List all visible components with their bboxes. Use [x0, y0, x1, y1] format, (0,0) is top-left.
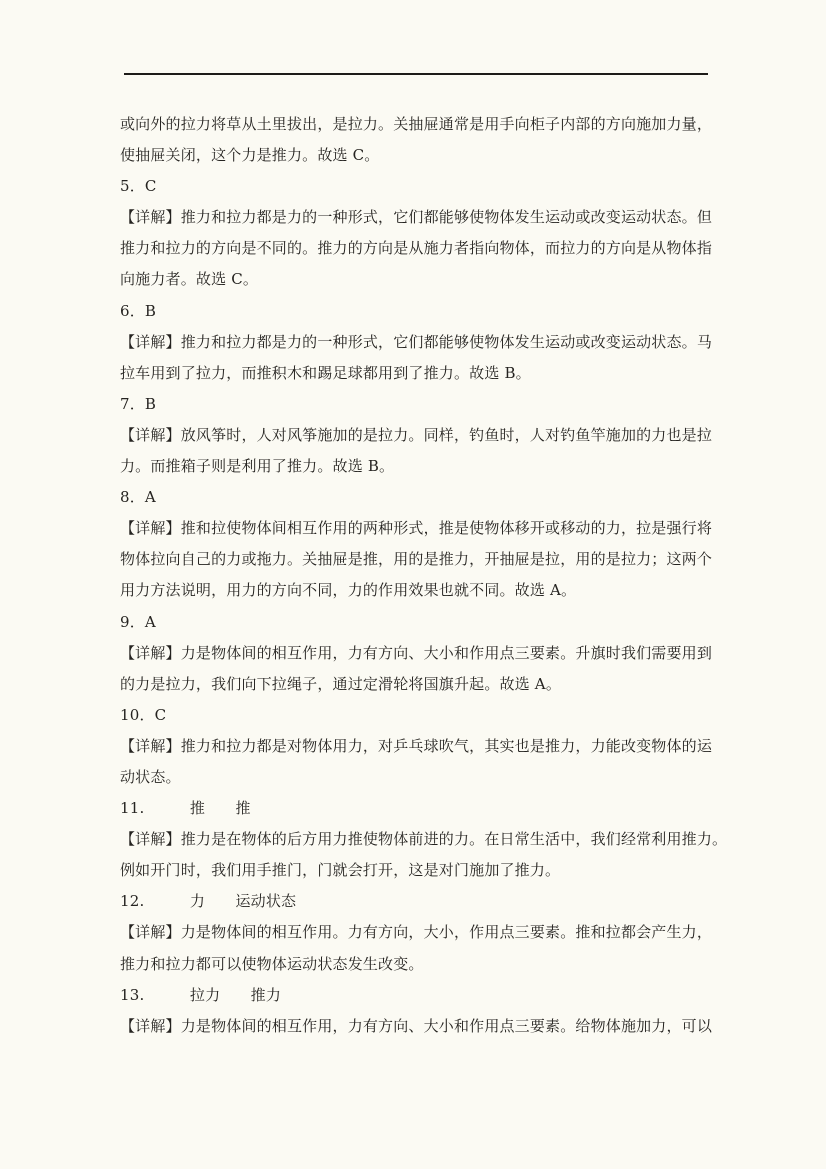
explanation-line: 例如开门时，我们用手推门，门就会打开，这是对门施加了推力。 [120, 861, 561, 880]
explanation-line: 或向外的拉力将草从土里拔出，是拉力。关抽屉通常是用手向柜子内部的方向施加力量， [120, 115, 713, 133]
document-body [120, 109, 728, 1042]
explanation-line: 【详解】推力和拉力都是对物体用力，对乒乓球吹气，其实也是推力，力能改变物体的运 [120, 736, 713, 755]
answer-item-12: 12. 力 运动状态 [120, 892, 297, 911]
explanation-line: 用力方法说明，用力的方向不同，力的作用效果也就不同。故选 A。 [120, 581, 577, 600]
answer-item-13: 13. 拉力 推力 [120, 985, 282, 1004]
header-rule [124, 73, 708, 75]
explanation-line: 【详解】力是物体间的相互作用，力有方向、大小和作用点三要素。升旗时我们需要用到 [120, 643, 713, 662]
explanation-line: 的力是拉力，我们向下拉绳子，通过定滑轮将国旗升起。故选 A。 [120, 674, 562, 693]
explanation-line: 使抽屉关闭，这个力是推力。故选 C。 [120, 146, 380, 165]
explanation-line: 向施力者。故选 C。 [120, 270, 259, 289]
answer-item-11: 11. 推 推 [120, 799, 251, 818]
explanation-line: 【详解】推力和拉力都是力的一种形式，它们都能够使物体发生运动或改变运动状态。马 [120, 332, 713, 351]
answer-item-9: 9．A [120, 612, 156, 631]
explanation-line: 【详解】推力和拉力都是力的一种形式，它们都能够使物体发生运动或改变运动状态。但 [120, 208, 713, 227]
explanation-line: 【详解】力是物体间的相互作用，力有方向、大小和作用点三要素。给物体施加力，可以 [120, 1016, 713, 1035]
explanation-line: 【详解】推和拉使物体间相互作用的两种形式，推是使物体移开或移动的力，拉是强行将 [120, 519, 713, 538]
answer-item-5: 5．C [120, 177, 157, 196]
answer-item-8: 8．A [120, 488, 156, 507]
explanation-line: 拉车用到了拉力，而推积木和踢足球都用到了推力。故选 B。 [120, 363, 531, 382]
explanation-line: 【详解】放风筝时，人对风筝施加的是拉力。同样，钓鱼时，人对钓鱼竿施加的力也是拉 [120, 425, 713, 444]
explanation-line: 力。而推箱子则是利用了推力。故选 B。 [120, 457, 395, 476]
explanation-line: 【详解】力是物体间的相互作用。力有方向，大小，作用点三要素。推和拉都会产生力， [120, 923, 713, 942]
explanation-line: 物体拉向自己的力或拖力。关抽屉是推，用的是推力，开抽屉是拉，用的是拉力；这两个 [120, 550, 713, 569]
answer-item-6: 6．B [120, 301, 157, 320]
explanation-line: 推力和拉力的方向是不同的。推力的方向是从施力者指向物体，而拉力的方向是从物体指 [120, 239, 713, 258]
answer-item-10: 10．C [120, 705, 167, 724]
explanation-line: 动状态。 [120, 767, 181, 786]
explanation-line: 推力和拉力都可以使物体运动状态发生改变。 [120, 954, 424, 973]
explanation-line: 【详解】推力是在物体的后方用力推使物体前进的力。在日常生活中，我们经常利用推力。 [120, 830, 728, 849]
answer-item-7: 7．B [120, 394, 157, 413]
